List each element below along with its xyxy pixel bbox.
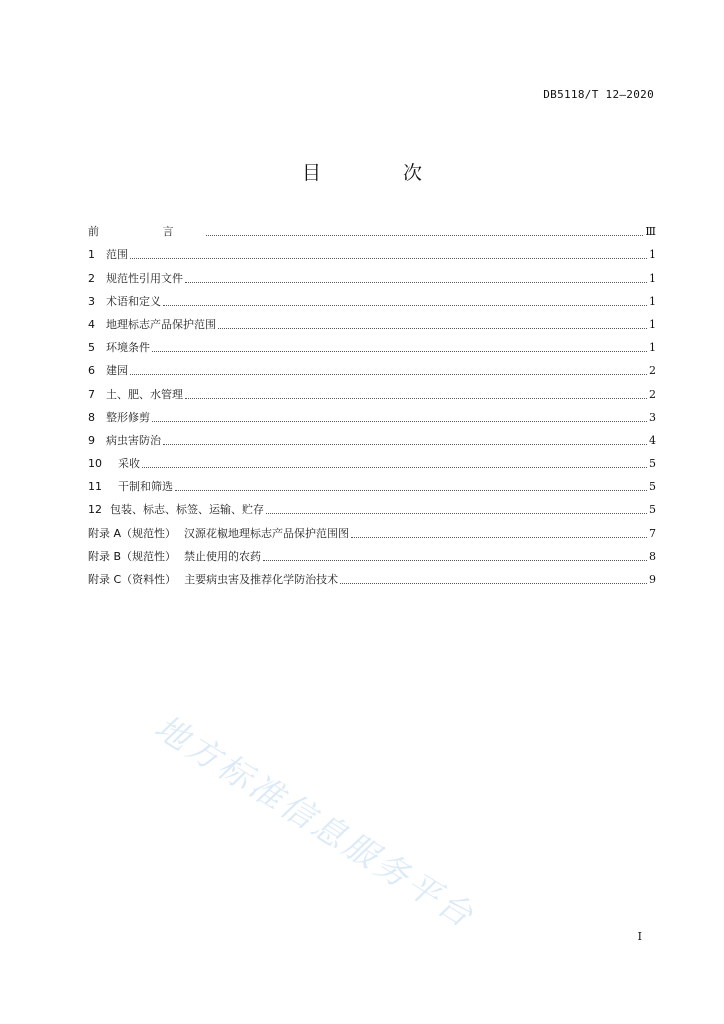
toc-leader-dots (266, 512, 647, 514)
toc-leader-dots (263, 559, 647, 561)
toc-entry-label: 整形修剪 (106, 410, 150, 424)
toc-entry-number: 1 (88, 248, 95, 262)
toc-entry-page: 1 (649, 341, 656, 355)
document-code: DB5118/T 12—2020 (543, 88, 654, 101)
toc-leader-dots (130, 373, 647, 375)
toc-entry-label: 术语和定义 (106, 294, 161, 308)
toc-entry-label: 包装、标志、标签、运输、贮存 (110, 503, 264, 517)
toc-entry-6[interactable] (88, 355, 656, 378)
toc-leader-dots (163, 443, 647, 445)
toc-entry-label: 建园 (106, 364, 128, 378)
toc-entry-label: 病虫害防治 (106, 433, 161, 447)
toc-entry-label: 汉源花椒地理标志产品保护范围图 (184, 526, 350, 540)
toc-entry-9[interactable] (88, 425, 656, 448)
toc-entry-12[interactable] (88, 494, 656, 517)
toc-entry-page: 8 (649, 549, 656, 563)
toc-entry-page: 7 (649, 526, 656, 540)
toc-entry-8[interactable] (88, 402, 656, 425)
toc-entry-label: 环境条件 (106, 341, 150, 355)
toc-entry-number: 2 (88, 271, 95, 285)
toc-leader-dots (185, 281, 647, 283)
toc-entry-label: 地理标志产品保护范围 (106, 317, 216, 331)
toc-entry-label: 干制和筛选 (118, 480, 173, 494)
toc-entry-3[interactable] (88, 286, 656, 309)
toc-entry-page: 1 (649, 271, 656, 285)
toc-entry-label: 采收 (118, 457, 140, 471)
toc-entry-1[interactable] (88, 239, 656, 262)
toc-entry-4[interactable] (88, 309, 656, 332)
toc-entry-label: 主要病虫害及推荐化学防治技术 (184, 573, 339, 586)
toc-entry-page: 1 (649, 317, 656, 331)
toc-entry-appendix-prefix: 附录 B（规范性） (88, 549, 177, 563)
toc-entry-label: 土、肥、水管理 (106, 387, 183, 401)
toc-entry-page: 1 (649, 248, 656, 262)
toc-entry-number: 7 (88, 387, 95, 401)
toc-leader-dots (130, 257, 647, 259)
toc-entry-page: 4 (649, 433, 656, 447)
toc-entry-page: 5 (649, 503, 656, 517)
toc-leader-dots (218, 327, 647, 329)
toc-entry-label: 范围 (106, 248, 128, 262)
toc-entry-number: 11 (88, 480, 102, 494)
toc-entry-preface[interactable] (88, 216, 656, 239)
toc-entry-appendix-prefix: 附录 A（规范性） (88, 526, 177, 540)
toc-entry-number: 9 (88, 433, 95, 447)
toc-entry-label: 规范性引用文件 (106, 271, 183, 285)
toc-entry-number: 12 (88, 503, 102, 517)
toc-entry-appendix-a[interactable] (88, 517, 656, 540)
toc-entry-page: 2 (649, 387, 656, 401)
toc-entry-number: 10 (88, 457, 102, 471)
toc-leader-dots (340, 582, 647, 584)
toc-leader-dots (152, 420, 647, 422)
toc-entry-appendix-b[interactable] (88, 541, 656, 564)
toc-entry-label: 前 言 (88, 225, 204, 239)
toc-entry-7[interactable] (88, 378, 656, 401)
toc-entry-number: 4 (88, 317, 95, 331)
toc-leader-dots (206, 234, 644, 236)
toc-entry-number: 6 (88, 364, 95, 378)
toc-entry-label: 禁止使用的农药 (184, 549, 262, 563)
toc-entry-page: 1 (649, 294, 656, 308)
table-of-contents (88, 216, 656, 587)
toc-entry-page: Ⅲ (645, 225, 656, 239)
toc-entry-page: 3 (649, 410, 656, 424)
toc-entry-number: 5 (88, 341, 95, 355)
toc-leader-dots (152, 350, 647, 352)
toc-entry-5[interactable] (88, 332, 656, 355)
toc-entry-number: 8 (88, 410, 95, 424)
toc-entry-10[interactable] (88, 448, 656, 471)
toc-title: 目 次 (301, 162, 461, 184)
toc-entry-page: 5 (649, 457, 656, 471)
toc-leader-dots (163, 304, 647, 306)
toc-entry-2[interactable] (88, 262, 656, 285)
watermark: 地方标准信息服务平台 (148, 707, 483, 937)
toc-entry-appendix-prefix: 附录 C（资料性） (88, 573, 177, 586)
toc-leader-dots (142, 466, 647, 468)
toc-leader-dots (185, 397, 647, 399)
toc-leader-dots (351, 536, 647, 538)
toc-entry-11[interactable] (88, 471, 656, 494)
toc-entry-page: 2 (649, 364, 656, 378)
toc-entry-appendix-c[interactable] (88, 564, 656, 587)
toc-entry-number: 3 (88, 294, 95, 308)
toc-entry-page: 9 (649, 573, 656, 586)
toc-entry-page: 5 (649, 480, 656, 494)
page-number: I (637, 930, 642, 943)
toc-leader-dots (175, 489, 647, 491)
